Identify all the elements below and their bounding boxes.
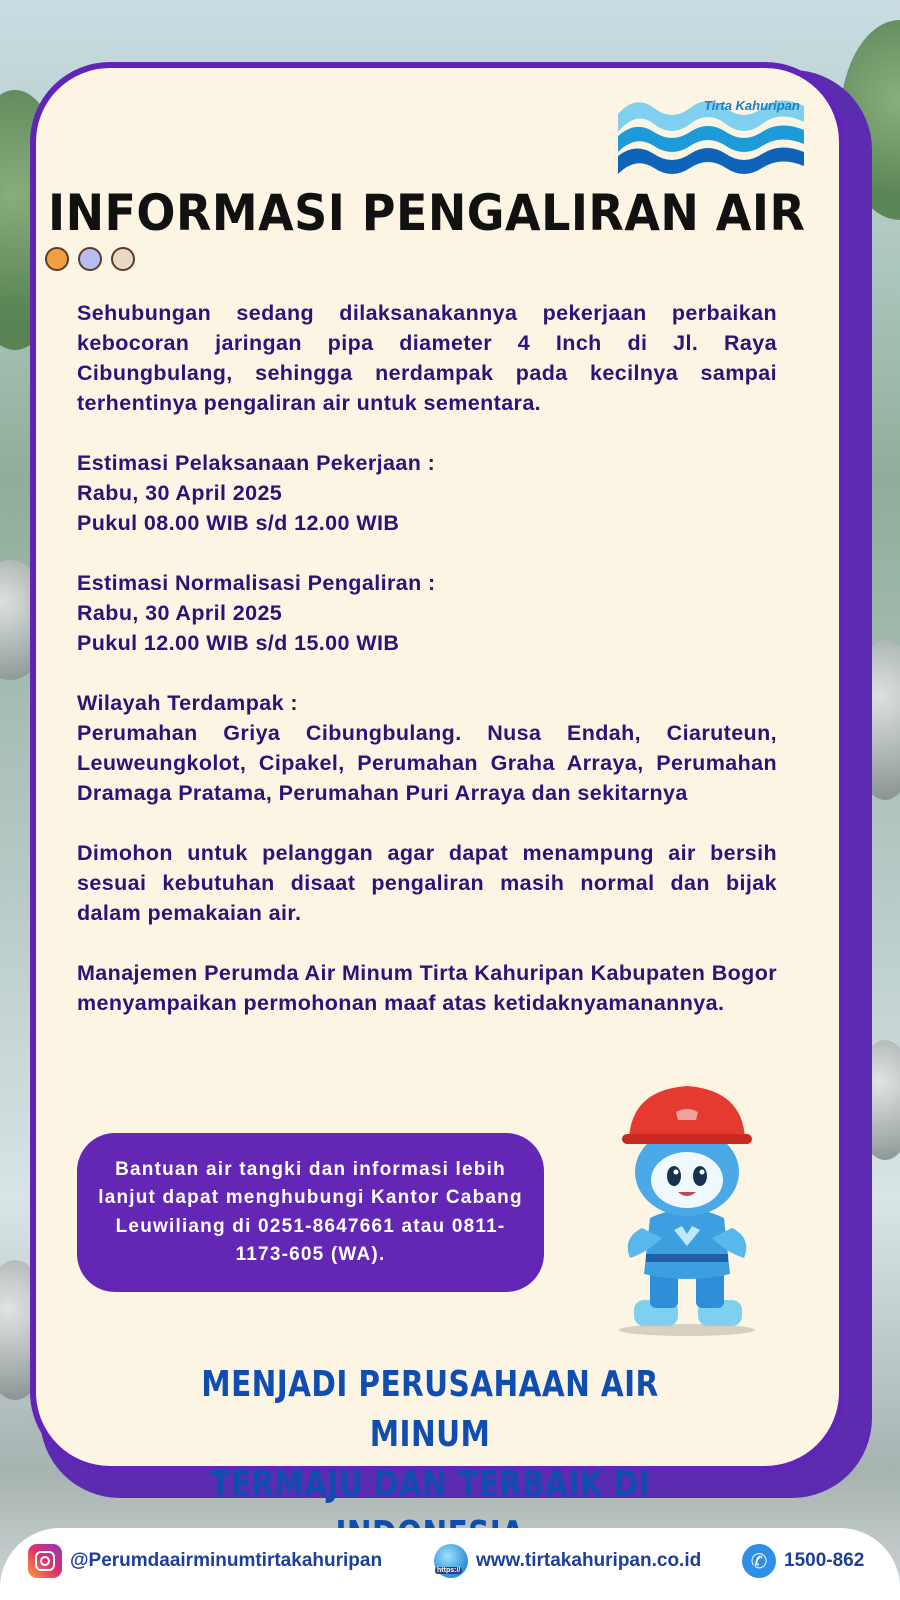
- pelaksanaan-label: Estimasi Pelaksanaan Pekerjaan :: [77, 451, 436, 475]
- wilayah-section: [77, 688, 777, 808]
- pelaksanaan-date: Rabu, 30 April 2025: [77, 481, 283, 505]
- globe-icon: [434, 1544, 468, 1578]
- page-title: INFORMASI PENGALIRAN AIR: [48, 184, 806, 242]
- normalisasi-label: Estimasi Normalisasi Pengaliran :: [77, 571, 436, 595]
- normalisasi-time: Pukul 12.00 WIB s/d 15.00 WIB: [77, 631, 400, 655]
- apology-paragraph: Manajemen Perumda Air Minum Tirta Kahuripan Kabupaten Bogor menyampaikan permohonan maaf atas ketidaknyamanannya.: [77, 961, 777, 1015]
- decorative-dots: [45, 247, 135, 271]
- wilayah-label: Wilayah Terdampak :: [77, 691, 298, 715]
- slogan-line-1: MENJADI PERUSAHAAN AIR MINUM: [201, 1364, 659, 1455]
- footer-instagram[interactable]: [28, 1544, 382, 1578]
- phone-number[interactable]: 1500-862: [784, 1550, 865, 1571]
- phone-icon: ✆: [742, 1544, 776, 1578]
- dot-orange: [45, 247, 69, 271]
- instagram-icon: [28, 1544, 62, 1578]
- help-contact-text: Bantuan air tangki dan informasi lebih lanjut dapat menghubungi Kantor Cabang Leuwiliang di 0251-8647661 atau 0811-1173-605 (WA).: [98, 1158, 523, 1265]
- footer-phone[interactable]: [742, 1544, 864, 1578]
- pelaksanaan-section: [77, 448, 777, 538]
- footer-website[interactable]: [434, 1544, 701, 1578]
- slogan-line-2: TERMAJU DAN TERBAIK DI: [210, 1464, 650, 1505]
- logo-wordmark: Tirta Kahuripan: [704, 98, 800, 113]
- website-link[interactable]: www.tirtakahuripan.co.id: [476, 1550, 702, 1571]
- mascot-illustration: [612, 1068, 762, 1338]
- help-contact-box: [77, 1133, 544, 1292]
- normalisasi-section: [77, 568, 777, 658]
- pelaksanaan-time: Pukul 08.00 WIB s/d 12.00 WIB: [77, 511, 400, 535]
- wilayah-areas: Perumahan Griya Cibungbulang. Nusa Endah, Ciaruteun, Leuweungkolot, Cipakel, Perumahan Graha Arraya, Perumahan Dramaga Pratama, Perumahan Puri Arraya dan sekitarnya: [77, 721, 777, 805]
- dot-lavender: [78, 247, 102, 271]
- notice-body: [77, 298, 777, 1048]
- appeal-paragraph: Dimohon untuk pelanggan agar dapat menampung air bersih sesuai kebutuhan disaat pengaliran masih normal dan bijak dalam pemakaian air.: [77, 841, 777, 925]
- instagram-handle[interactable]: @Perumdaairminumtirtakahuripan: [70, 1550, 383, 1571]
- normalisasi-date: Rabu, 30 April 2025: [77, 601, 283, 625]
- intro-paragraph: Sehubungan sedang dilaksanakannya pekerjaan perbaikan kebocoran jaringan pipa diameter 4 Inch di Jl. Raya Cibungbulang, sehingga nerdampak pada kecilnya sampai terhentinya pengaliran air untuk sementara.: [77, 301, 777, 415]
- dot-beige: [111, 247, 135, 271]
- globe-badge: https://: [437, 1567, 461, 1574]
